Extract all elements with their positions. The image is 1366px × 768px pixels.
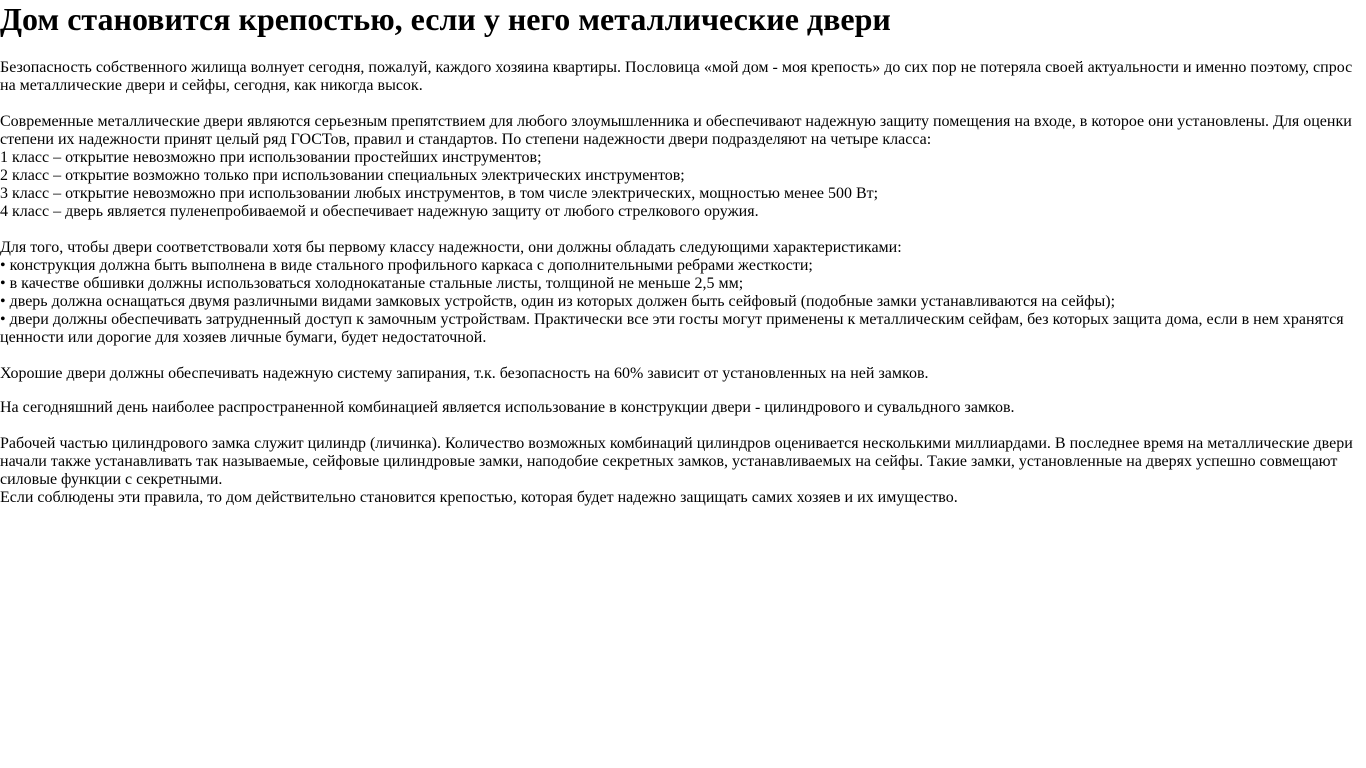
door-classes-section <box>0 113 1356 221</box>
cylinder-section <box>0 435 1356 507</box>
intro-paragraph: Безопасность собственного жилища волнует сегодня, пожалуй, каждого хозяина квартиры. Пословица «мой дом - моя крепость» до сих пор не потеряла своей актуальности и именно поэтому, спрос на металлические двери и сейфы, сегодня, как никогда высок. <box>0 59 1353 94</box>
class-item: 3 класс – открытие невозможно при использовании любых инструментов, в том числе электрических, мощностью менее 500 Вт; <box>0 185 879 202</box>
article-title: Дом становится крепостью, если у него металлические двери <box>0 1 891 37</box>
classes-intro-paragraph: Современные металлические двери являются серьезным препятствием для любого злоумышленника и обеспечивают надежную защиту помещения на входе, в которое они установлены. Для оценки степени их надежности принят целый ряд ГОСТов, правил и стандартов. По степени надежности двери подразделяют на четыре класса: <box>0 113 1352 148</box>
class-item: 1 класс – открытие невозможно при использовании простейших инструментов; <box>0 149 542 166</box>
requirements-intro-paragraph: Для того, чтобы двери соответствовали хотя бы первому классу надежности, они должны обладать следующими характеристиками: <box>0 239 902 256</box>
conclusion-paragraph: Если соблюдены эти правила, то дом действительно становится крепостью, которая будет надежно защищать самих хозяев и их имущество. <box>0 489 958 506</box>
combination-paragraph: На сегодняшний день наиболее распространенной комбинацией является использование в конструкции двери - цилиндрового и сувальдного замков. <box>0 399 1015 416</box>
class-item: 2 класс – открытие возможно только при использовании специальных электрических инструментов; <box>0 167 685 184</box>
cylinder-paragraph: Рабочей частью цилиндрового замка служит цилиндр (личинка). Количество возможных комбинаций цилиндров оценивается несколькими миллиардами. В последнее время на металлические двери начали также устанавливать так называемые, сейфовые цилиндровые замки, наподобие секретных замков, устанавливаемых на сейфы. Такие замки, установленные на дверях успешно совмещают силовые функции с секретными. <box>0 435 1353 488</box>
locking-paragraph: Хорошие двери должны обеспечивать надежную систему запирания, т.к. безопасность на 60% зависит от установленных на ней замков. <box>0 365 929 382</box>
requirement-item: • конструкция должна быть выполнена в виде стального профильного каркаса с дополнительными ребрами жесткости; <box>0 257 813 274</box>
requirement-item: • двери должны обеспечивать затрудненный доступ к замочным устройствам. Практически все эти госты могут применены к металлическим сейфам, без которых защита дома, если в нем хранятся ценности или дорогие для хозяев личные бумаги, будет недостаточной. <box>0 311 1344 346</box>
requirements-section <box>0 239 1356 347</box>
requirement-item: • дверь должна оснащаться двумя различными видами замковых устройств, один из которых должен быть сейфовый (подобные замки устанавливаются на сейфы); <box>0 293 1116 310</box>
class-item: 4 класс – дверь является пуленепробиваемой и обеспечивает надежную защиту от любого стрелкового оружия. <box>0 203 759 220</box>
requirement-item: • в качестве обшивки должны использоваться холоднокатаные стальные листы, толщиной не меньше 2,5 мм; <box>0 275 744 292</box>
